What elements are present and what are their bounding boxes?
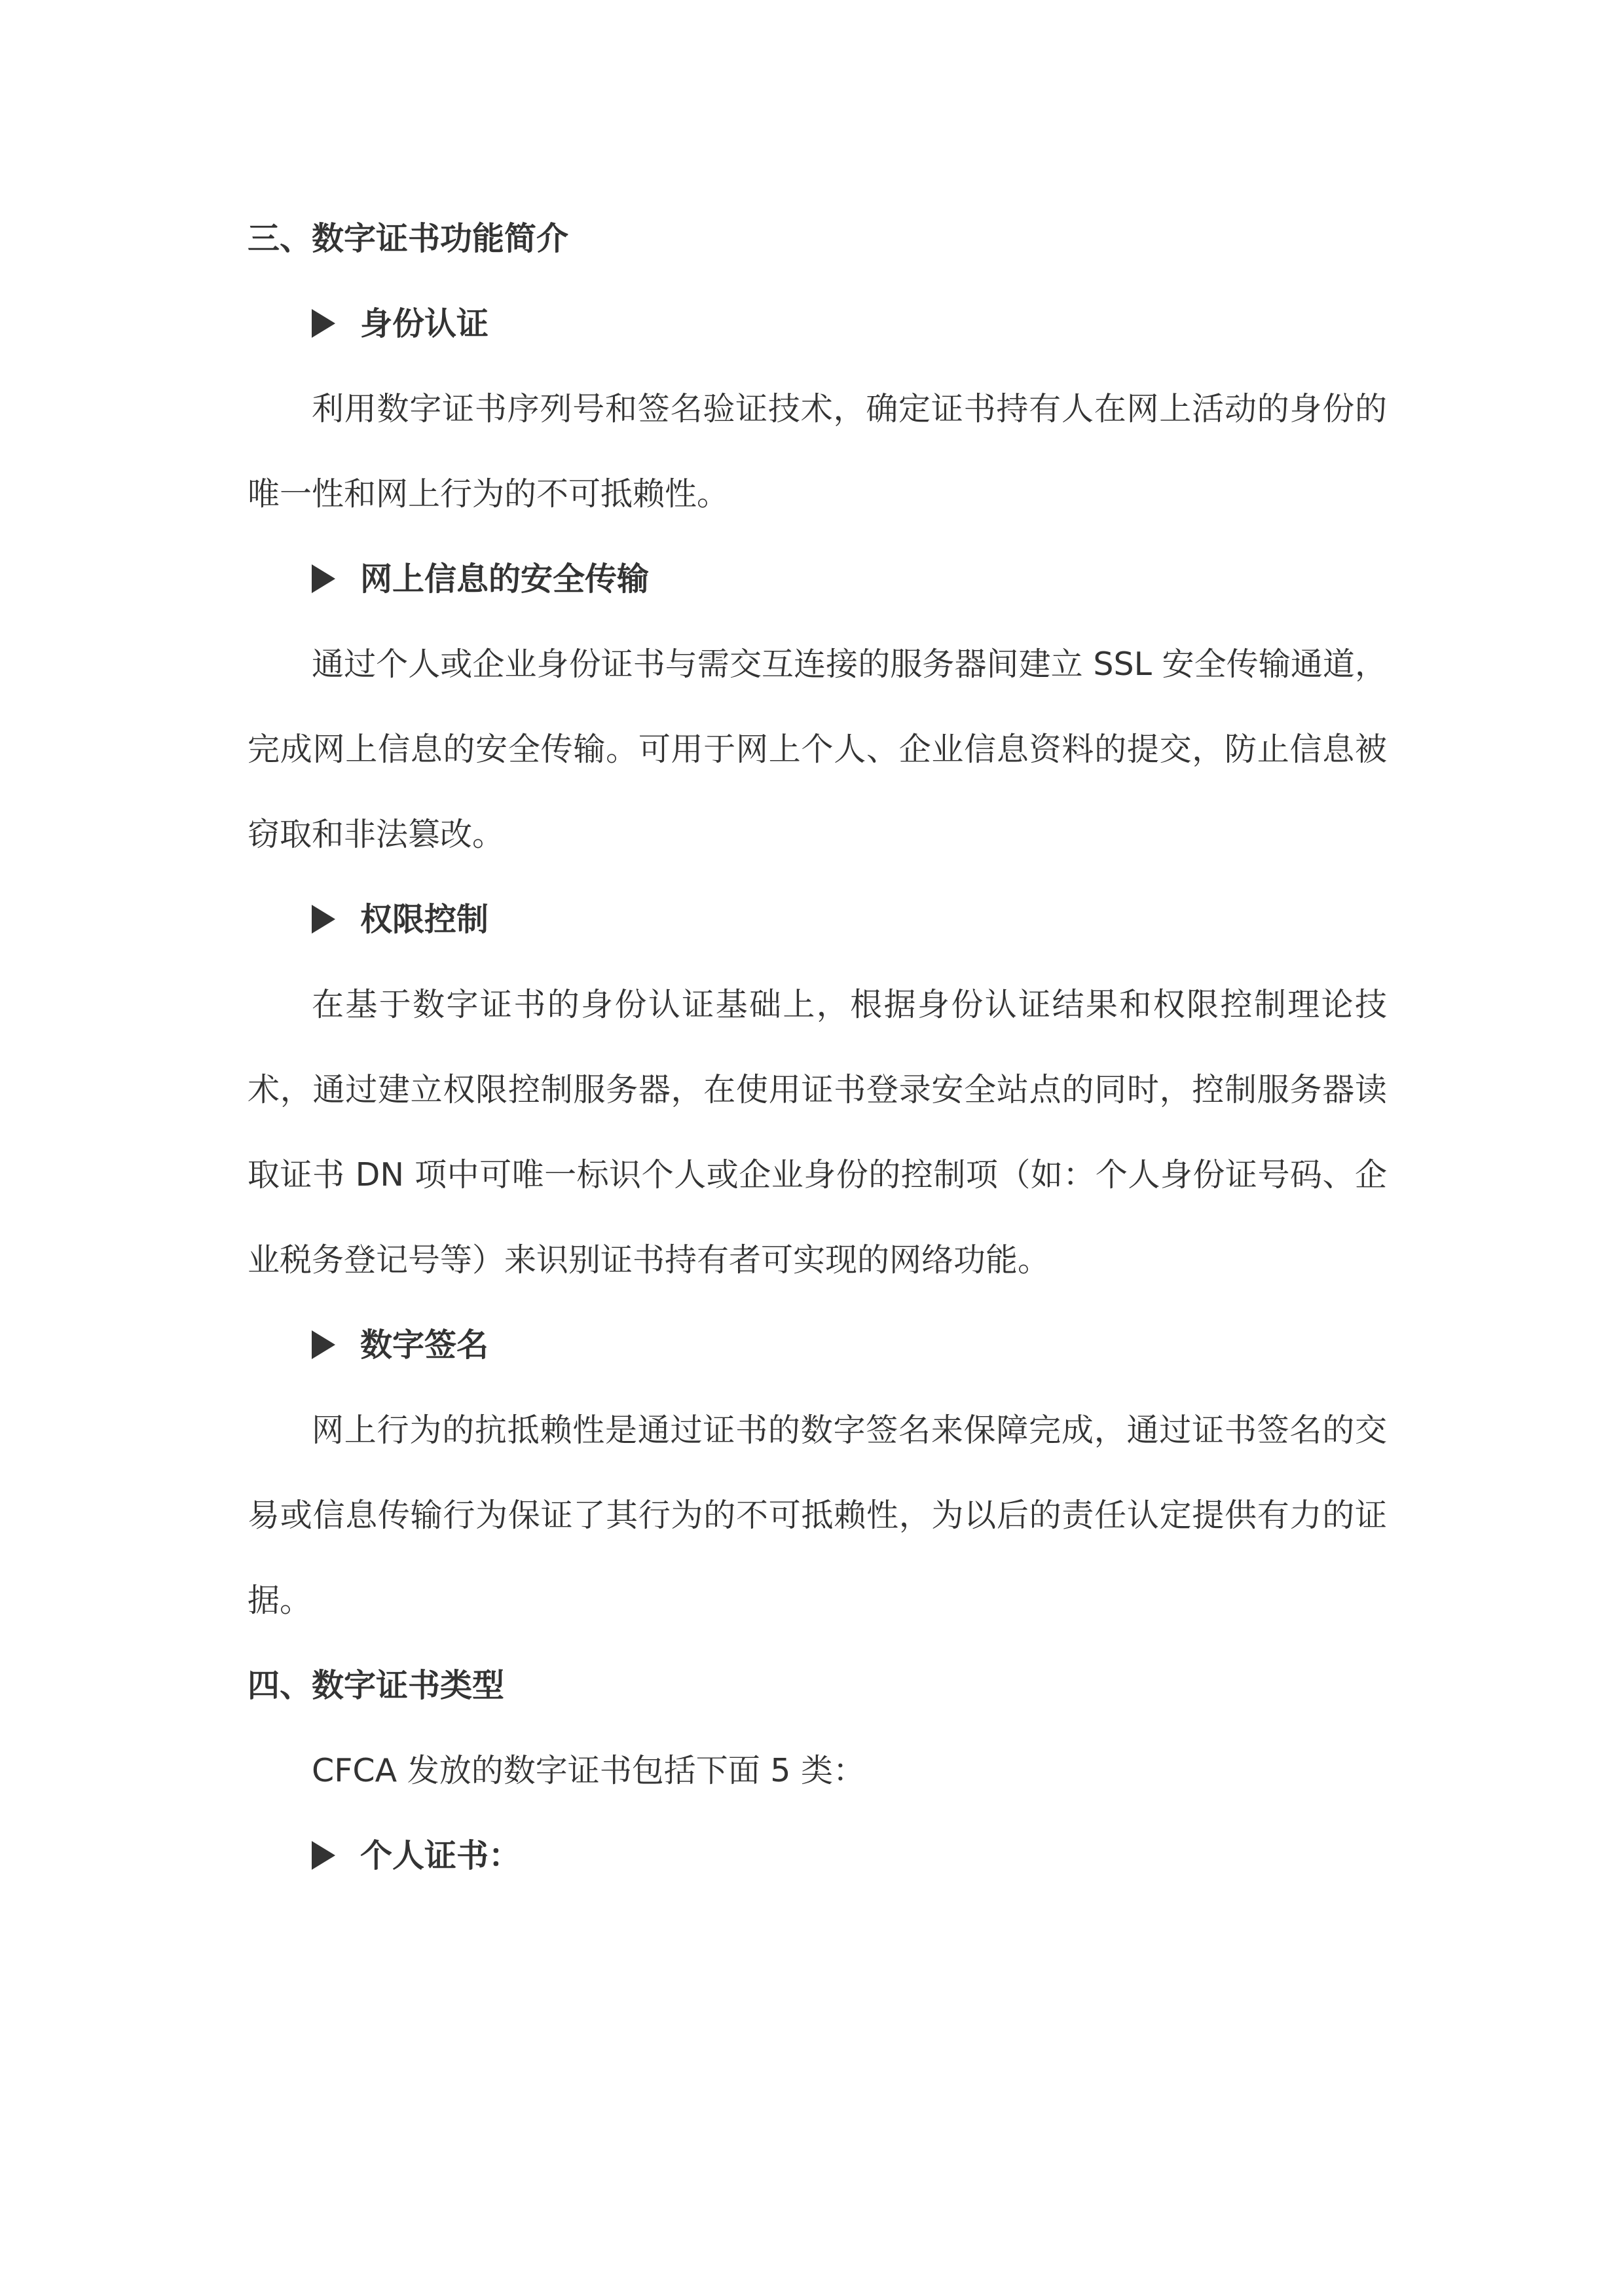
bullet-item-identity-auth — [312, 282, 489, 367]
section-4-intro: CFCA 发放的数字证书包括下面 5 类： — [312, 1752, 866, 1789]
section-3-heading: 三、数字证书功能简介 — [248, 220, 569, 257]
bullet-title: 网上信息的安全传输 — [360, 560, 650, 598]
bullet-title: 身份认证 — [360, 305, 489, 342]
paragraph-line: 在基于数字证书的身份认证基础上，根据身份认证结果和权限控制理论技 — [312, 986, 1387, 1023]
paragraph-line: 通过个人或企业身份证书与需交互连接的服务器间建立 SSL 安全传输通道， — [312, 646, 1387, 683]
bullet-title: 个人证书： — [360, 1837, 521, 1874]
bullet-item-digital-signature — [312, 1303, 489, 1388]
section-4-heading: 四、数字证书类型 — [248, 1667, 505, 1704]
bullet-item-personal-certificate — [312, 1813, 521, 1899]
bullet-item-secure-transmission — [312, 537, 649, 622]
paragraph-line: 网上行为的抗抵赖性是通过证书的数字签名来保障完成，通过证书签名的交 — [312, 1412, 1387, 1449]
paragraph-line: 易或信息传输行为保证了其行为的不可抵赖性，为以后的责任认定提供有力的证 — [248, 1497, 1387, 1534]
triangle-bullet-icon — [312, 1841, 335, 1870]
paragraph-line: 唯一性和网上行为的不可抵赖性。 — [248, 475, 729, 513]
paragraph-line: 窃取和非法篡改。 — [248, 816, 505, 853]
paragraph-line: 业税务登记号等）来识别证书持有者可实现的网络功能。 — [248, 1241, 1050, 1279]
paragraph-line: 据。 — [248, 1582, 312, 1619]
triangle-bullet-icon — [312, 905, 335, 934]
paragraph-line: 完成网上信息的安全传输。可用于网上个人、企业信息资料的提交，防止信息被 — [248, 731, 1387, 768]
triangle-bullet-icon — [312, 309, 335, 338]
bullet-item-access-control — [312, 877, 489, 962]
paragraph-line: 取证书 DN 项中可唯一标识个人或企业身份的控制项（如：个人身份证号码、企 — [248, 1156, 1387, 1194]
bullet-title: 数字签名 — [360, 1326, 489, 1364]
paragraph-line: 术，通过建立权限控制服务器，在使用证书登录安全站点的同时，控制服务器读 — [248, 1071, 1387, 1108]
triangle-bullet-icon — [312, 564, 335, 593]
triangle-bullet-icon — [312, 1330, 335, 1359]
bullet-title: 权限控制 — [360, 901, 489, 938]
paragraph-line: 利用数字证书序列号和签名验证技术，确定证书持有人在网上活动的身份的 — [312, 390, 1387, 428]
